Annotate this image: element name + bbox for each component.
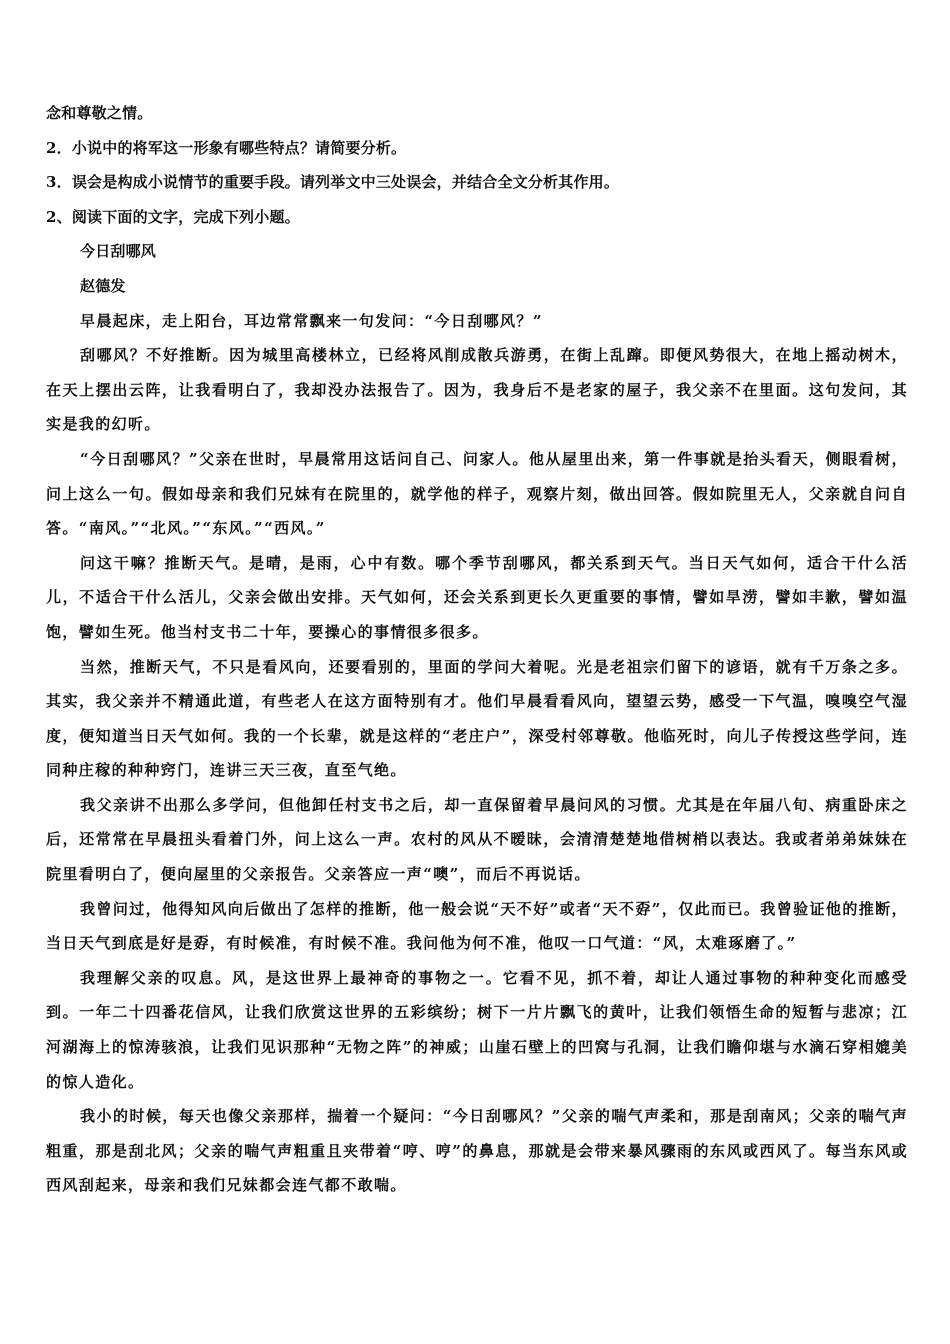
question-2: [46, 131, 908, 166]
article-author: 赵德发: [80, 276, 126, 295]
question-text: 误会是构成小说情节的重要手段。请列举文中三处误会，并结合全文分析其作用。: [71, 173, 620, 192]
article-paragraph: 我父亲讲不出那么多学问，但他卸任村支书之后，却一直保留着早晨问风的习惯。尤其是在年届八旬、病重卧床之后，还常常在早晨扭头看着门外，问上这么一声。农村的风从不暧昧，会清清楚楚地借树梢以表达。我或者弟弟妹妹在院里看明白了，便向屋里的父亲报告。父亲答应一声“噢”，而后不再说话。: [46, 795, 908, 884]
article-title: 今日刮哪风: [80, 242, 157, 261]
article-paragraph: “今日刮哪风？”父亲在世时，早晨常用这话问自己、问家人。他从屋里出来，第一件事就是抬头看天，侧眼看树，问上这么一句。假如母亲和我们兄妹有在院里的，就学他的样子，观察片刻，做出回答。假如院里无人，父亲就自问自答。“南风。”“北风。”“东风。”“西风。”: [46, 449, 908, 538]
article-paragraph: 刮哪风？不好推断。因为城里高楼林立，已经将风削成散兵游勇，在街上乱蹿。即便风势很大，在地上摇动树木，在天上摆出云阵，让我看明白了，我却没办法报告了。因为，我身后不是老家的屋子，我父亲不在里面。这句发问，其实是我的幻听。: [46, 346, 908, 434]
section-header: 2、阅读下面的文字，完成下列小题。: [46, 207, 300, 226]
article-paragraph: 我理解父亲的叹息。风，是这世界上最神奇的事物之一。它看不见，抓不着，却让人通过事物的种种变化而感受到。一年二十四番花信风，让我们欣赏这世界的五彩缤纷；树下一片片飘飞的黄叶，让我们领悟生命的短暂与悲凉；江河湖海上的惊涛骇浪，让我们见识那种“无物之阵”的神威；山崖石壁上的凹窝与孔洞，让我们瞻仰堪与水滴石穿相媲美的惊人造化。: [46, 968, 908, 1091]
article-paragraph: 我小的时候，每天也像父亲那样，揣着一个疑问：“今日刮哪风？”父亲的喘气声柔和，那是刮南风；父亲的喘气声粗重，那是刮北风；父亲的喘气声粗重且夹带着“哼、哼”的鼻息，那就是会带来暴风骤雨的东风或西风了。每当东风或西风刮起来，母亲和我们兄妹都会连气都不敢喘。: [46, 1107, 908, 1195]
question-3: [46, 165, 908, 200]
question-number: 2．: [46, 138, 72, 157]
document-page: [46, 96, 908, 1203]
continued-text: 念和尊敬之情。: [46, 104, 153, 122]
article-paragraph: 早晨起床，走上阳台，耳边常常飘来一句发问：“今日刮哪风？”: [80, 311, 543, 330]
article-paragraph: 当然，推断天气，不只是看风向，还要看别的，里面的学问大着呢。光是老祖宗们留下的谚语，就有千万条之多。其实，我父亲并不精通此道，有些老人在这方面特别有才。他们早晨看看风向，望望云势，感受一下气温，嗅嗅空气湿度，便知道当日天气如何。我的一个长辈，就是这样的“老庄户”，深受村邻尊敬。他临死时，向儿子传授这些学问，连同种庄稼的种种窍门，连讲三天三夜，直至气绝。: [46, 657, 908, 780]
article-paragraph: 我曾问过，他得知风向后做出了怎样的推断，他一般会说“天不好”或者“天不孬”，仅此而已。我曾验证他的推断，当日天气到底是好是孬，有时候准，有时候不准。我问他为何不准，他叹一口气道：“风，太难琢磨了。”: [46, 899, 908, 953]
article-paragraph: 问这干嘛？推断天气。是晴，是雨，心中有数。哪个季节刮哪风，都关系到天气。当日天气如何，适合干什么活儿，不适合干什么活儿，父亲会做出安排。天气如何，还会关系到更长久更重要的事情，譬如旱涝，譬如丰歉，譬如温饱，譬如生死。他当村支书二十年，要操心的事情很多很多。: [46, 553, 908, 641]
question-number: 3．: [46, 173, 72, 192]
question-text: 小说中的将军这一形象有哪些特点？请简要分析。: [71, 138, 407, 157]
